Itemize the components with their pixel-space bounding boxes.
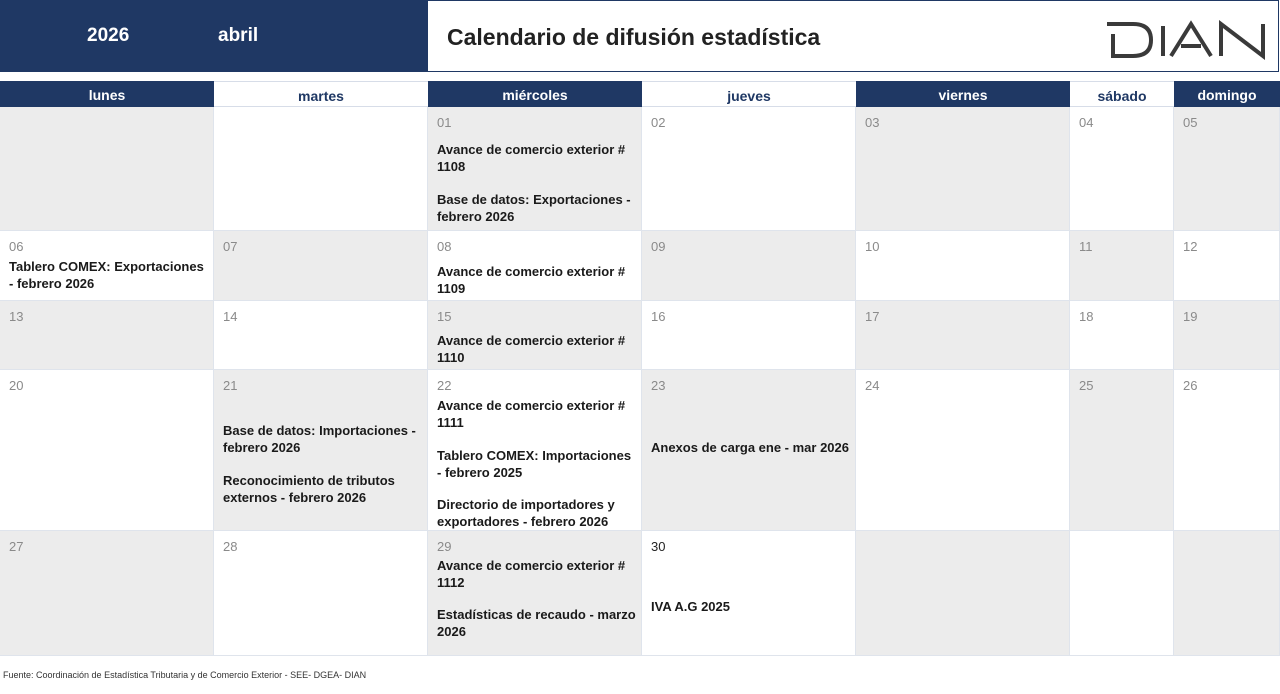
day-number: 09 xyxy=(651,239,666,254)
event-item: Directorio de importadores y exportadores - febrero 2026 xyxy=(437,497,615,529)
event-item: Avance de comercio exterior # 1112 xyxy=(437,558,626,590)
calendar-cell-day-17 xyxy=(856,301,1070,370)
calendar-cell-empty xyxy=(0,107,214,231)
event-item: Avance de comercio exterior # 1110 xyxy=(437,333,626,365)
day-number: 14 xyxy=(223,309,238,324)
day-number: 12 xyxy=(1183,239,1198,254)
day-number: 06 xyxy=(9,239,24,254)
weekday-header-jueves: jueves xyxy=(642,81,856,107)
day-number: 20 xyxy=(9,378,24,393)
day-number: 19 xyxy=(1183,309,1198,324)
calendar-cell-empty xyxy=(214,107,428,231)
weekday-header-viernes: viernes xyxy=(856,81,1070,107)
header-date-banner xyxy=(0,0,428,72)
event-item: Reconocimiento de tributos externos - febrero 2026 xyxy=(223,473,395,505)
calendar-cell-day-15 xyxy=(428,301,642,370)
weekday-header-sabado: sábado xyxy=(1070,81,1174,107)
weekday-header-miercoles: miércoles xyxy=(428,81,642,107)
calendar-cell-day-04 xyxy=(1070,107,1174,231)
calendar-cell-day-24 xyxy=(856,370,1070,531)
event-item: Avance de comercio exterior # 1108 xyxy=(437,142,626,174)
calendar-cell-day-19 xyxy=(1174,301,1280,370)
calendar-cell-day-23 xyxy=(642,370,856,531)
calendar-cell-day-16 xyxy=(642,301,856,370)
calendar-cell-day-21 xyxy=(214,370,428,531)
day-number: 05 xyxy=(1183,115,1198,130)
day-number: 22 xyxy=(437,378,452,393)
event-item: Tablero COMEX: Importaciones - febrero 2025 xyxy=(437,448,632,480)
day-number: 03 xyxy=(865,115,880,130)
day-number: 27 xyxy=(9,539,24,554)
weekday-header-lunes: lunes xyxy=(0,81,214,107)
calendar-cell-day-09 xyxy=(642,231,856,301)
day-number: 28 xyxy=(223,539,238,554)
day-number: 21 xyxy=(223,378,238,393)
calendar-cell-day-22 xyxy=(428,370,642,531)
calendar-cell-day-14 xyxy=(214,301,428,370)
day-number: 17 xyxy=(865,309,880,324)
day-number: 01 xyxy=(437,115,452,130)
calendar-cell-day-02 xyxy=(642,107,856,231)
calendar-cell-day-03 xyxy=(856,107,1070,231)
calendar-cell-day-27 xyxy=(0,531,214,656)
calendar-cell-empty xyxy=(1174,531,1280,656)
calendar-cell-day-13 xyxy=(0,301,214,370)
header-title-banner xyxy=(428,0,1279,72)
calendar-cell-day-07 xyxy=(214,231,428,301)
dian-logo xyxy=(1105,20,1273,60)
calendar-cell-day-30 xyxy=(642,531,856,656)
day-number: 29 xyxy=(437,539,452,554)
day-number: 18 xyxy=(1079,309,1094,324)
calendar-cell-day-05 xyxy=(1174,107,1280,231)
header-month: abril xyxy=(218,25,259,46)
calendar-cell-day-26 xyxy=(1174,370,1280,531)
calendar-cell-empty xyxy=(856,531,1070,656)
day-number: 13 xyxy=(9,309,24,324)
day-number: 08 xyxy=(437,239,452,254)
event-item: Avance de comercio exterior # 1109 xyxy=(437,264,626,296)
calendar-cell-day-18 xyxy=(1070,301,1174,370)
event-item: Base de datos: Importaciones - febrero 2026 xyxy=(223,423,416,455)
weekday-header-domingo: domingo xyxy=(1174,81,1280,107)
event-item: Anexos de carga ene - mar 2026 xyxy=(651,440,849,455)
calendar-cell-day-28 xyxy=(214,531,428,656)
calendar-cell-day-25 xyxy=(1070,370,1174,531)
day-number: 30 xyxy=(651,539,666,554)
calendar-cell-day-29 xyxy=(428,531,642,656)
day-number: 26 xyxy=(1183,378,1198,393)
source-footnote: Fuente: Coordinación de Estadística Tributaria y de Comercio Exterior - SEE- DGEA- DIAN xyxy=(3,670,367,680)
event-item: Base de datos: Exportaciones - febrero 2026 xyxy=(437,192,631,224)
header-year: 2026 xyxy=(87,25,130,46)
calendar-cell-empty xyxy=(1070,531,1174,656)
event-item: IVA A.G 2025 xyxy=(651,599,730,614)
day-number: 11 xyxy=(1079,239,1093,254)
calendar-cell-day-10 xyxy=(856,231,1070,301)
day-number: 23 xyxy=(651,378,666,393)
day-number: 15 xyxy=(437,309,452,324)
day-number: 25 xyxy=(1079,378,1094,393)
day-number: 10 xyxy=(865,239,880,254)
page-title: Calendario de difusión estadística xyxy=(447,24,821,50)
event-item: Tablero COMEX: Exportaciones - febrero 2026 xyxy=(9,259,204,291)
weekday-header-martes: martes xyxy=(214,81,428,107)
event-item: Avance de comercio exterior # 1111 xyxy=(437,398,626,430)
day-number: 04 xyxy=(1079,115,1094,130)
day-number: 16 xyxy=(651,309,666,324)
calendar-cell-day-08 xyxy=(428,231,642,301)
day-number: 24 xyxy=(865,378,880,393)
event-item: Estadísticas de recaudo - marzo 2026 xyxy=(437,607,636,639)
calendar-cell-day-06 xyxy=(0,231,214,301)
day-number: 07 xyxy=(223,239,238,254)
calendar-cell-day-12 xyxy=(1174,231,1280,301)
calendar-cell-day-11 xyxy=(1070,231,1174,301)
calendar-cell-day-01 xyxy=(428,107,642,231)
calendar-cell-day-20 xyxy=(0,370,214,531)
day-number: 02 xyxy=(651,115,666,130)
